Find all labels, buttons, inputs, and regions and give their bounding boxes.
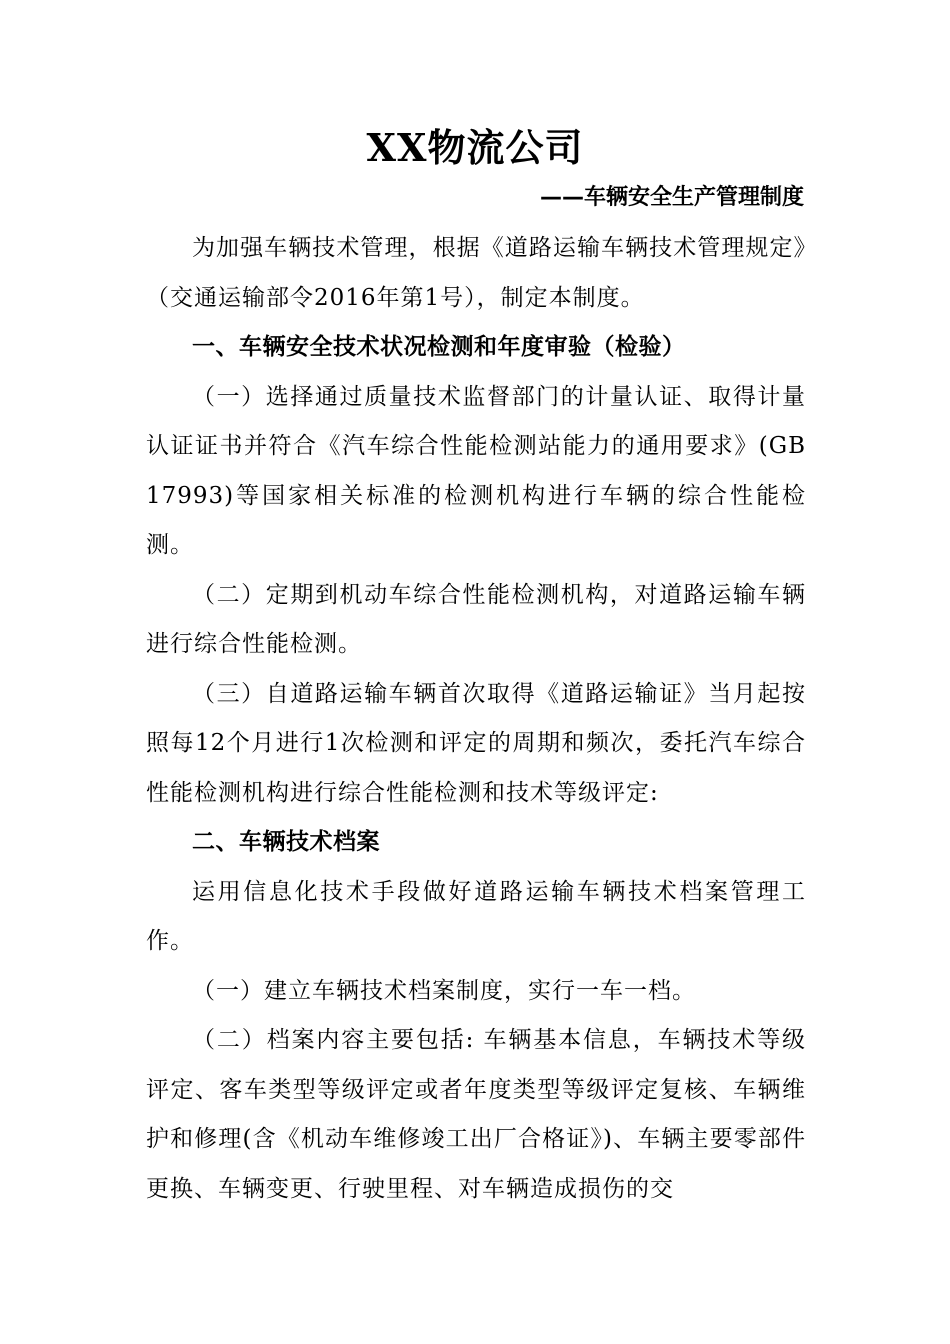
document-body <box>146 224 806 1214</box>
paragraph-intro: 为加强车辆技术管理，根据《道路运输车辆技术管理规定》（交通运输部令2016年第1号），制定本制度。 <box>146 235 806 311</box>
paragraph-1-2: （二）定期到机动车综合性能检测机构，对道路运输车辆进行综合性能检测。 <box>146 581 806 657</box>
section-heading-1: 一、车辆安全技术状况检测和年度审验（检验） <box>192 334 686 360</box>
paragraph-2-intro: 运用信息化技术手段做好道路运输车辆技术档案管理工作。 <box>146 878 806 954</box>
document-subtitle: ——车辆安全生产管理制度 <box>539 185 804 210</box>
paragraph-2-1: （一）建立车辆技术档案制度，实行一车一档。 <box>192 977 696 1004</box>
section-heading-2: 二、车辆技术档案 <box>192 829 380 855</box>
document-title: XX物流公司 <box>366 125 584 170</box>
paragraph-1-1: （一）选择通过质量技术监督部门的计量认证、取得计量认证证书并符合《汽车综合性能检测站能力的通用要求》(GB 17993)等国家相关标准的检测机构进行车辆的综合性能检测。 <box>146 383 806 558</box>
paragraph-1-3: （三）自道路运输车辆首次取得《道路运输证》当月起按照每12个月进行1次检测和评定的周期和频次，委托汽车综合性能检测机构进行综合性能检测和技术等级评定: <box>146 680 806 806</box>
paragraph-2-2: （二）档案内容主要包括: 车辆基本信息，车辆技术等级评定、客车类型等级评定或者年度类型等级评定复核、车辆维护和修理(含《机动车维修竣工出厂合格证》)、车辆主要零部件更换、车辆变更、行驶里程、对车辆造成损伤的交 <box>146 1027 806 1202</box>
